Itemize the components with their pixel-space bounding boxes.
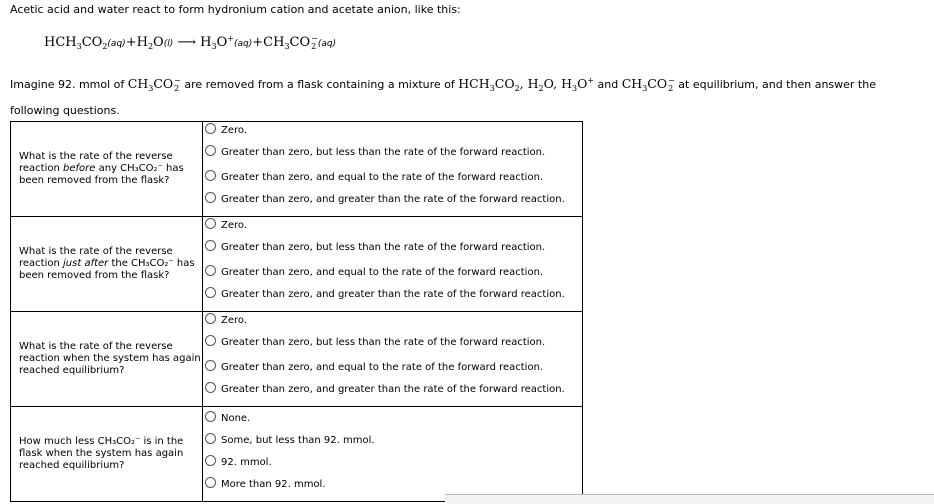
answer-option[interactable]: Some, but less than 92. mmol. (205, 432, 580, 454)
answer-option[interactable]: Zero. (205, 122, 580, 144)
radio-button[interactable] (205, 335, 216, 346)
answer-options (203, 122, 583, 217)
reaction-equation: $HCH_3CO_2(aq)+H_2O(l)$ ⟶ $H_3O^+(aq)+CH_3CO$ − 2 (aq) (44, 33, 337, 51)
radio-button[interactable] (205, 240, 216, 251)
answer-options (203, 312, 583, 407)
radio-button[interactable] (205, 360, 216, 371)
radio-button[interactable] (205, 433, 216, 444)
answer-option[interactable]: 92. mmol. (205, 454, 580, 476)
answer-options (203, 407, 583, 502)
reaction-arrow: ⟶ (177, 35, 197, 50)
radio-button[interactable] (205, 313, 216, 324)
instructions-text: Imagine 92. mmol of $CH_3CO$ − 2 are removed from a flask containing a mixture of $HCH_3CO_2$, $H_2O$, $H_3O^+$ and $CH_3CO$ − 2 at equilibrium, and then answer the following questions. (10, 75, 876, 117)
answer-option[interactable]: Zero. (205, 217, 580, 239)
intro-text: Acetic acid and water react to form hydronium cation and acetate anion, like this: (10, 3, 461, 16)
answer-option[interactable]: Greater than zero, and greater than the rate of the forward reaction. (205, 191, 580, 216)
question-text: What is the rate of the reverse reaction when the system has again reached equilibrium? (11, 312, 203, 407)
answer-option[interactable]: Greater than zero, but less than the rate of the forward reaction. (205, 144, 580, 169)
answer-option[interactable]: Greater than zero, but less than the rate of the forward reaction. (205, 239, 580, 264)
answer-option[interactable]: Zero. (205, 312, 580, 334)
answer-option[interactable]: Greater than zero, and equal to the rate of the forward reaction. (205, 169, 580, 191)
answer-option[interactable]: None. (205, 410, 580, 432)
answer-option[interactable]: Greater than zero, and greater than the rate of the forward reaction. (205, 286, 580, 311)
question-row (11, 407, 583, 502)
radio-button[interactable] (205, 192, 216, 203)
radio-button[interactable] (205, 411, 216, 422)
radio-button[interactable] (205, 382, 216, 393)
question-text: What is the rate of the reverse reaction just after the CH₃CO₂⁻ has been removed from the flask? (11, 217, 203, 312)
radio-button[interactable] (205, 265, 216, 276)
question-text: How much less CH₃CO₂⁻ is in the flask when the system has again reached equilibrium? (11, 407, 203, 502)
answer-option[interactable]: Greater than zero, and equal to the rate of the forward reaction. (205, 359, 580, 381)
radio-button[interactable] (205, 145, 216, 156)
answer-option[interactable]: Greater than zero, and equal to the rate of the forward reaction. (205, 264, 580, 286)
questions-table (10, 121, 583, 502)
answer-options (203, 217, 583, 312)
answer-option[interactable]: Greater than zero, but less than the rate of the forward reaction. (205, 334, 580, 359)
answer-option[interactable]: Greater than zero, and greater than the rate of the forward reaction. (205, 381, 580, 406)
radio-button[interactable] (205, 287, 216, 298)
answer-option[interactable]: More than 92. mmol. (205, 476, 580, 498)
radio-button[interactable] (205, 170, 216, 181)
radio-button[interactable] (205, 477, 216, 488)
radio-button[interactable] (205, 218, 216, 229)
question-text: What is the rate of the reverse reaction before any CH₃CO₂⁻ has been removed from the flask? (11, 122, 203, 217)
question-row (11, 217, 583, 312)
question-row (11, 312, 583, 407)
radio-button[interactable] (205, 123, 216, 134)
question-row (11, 122, 583, 217)
radio-button[interactable] (205, 455, 216, 466)
